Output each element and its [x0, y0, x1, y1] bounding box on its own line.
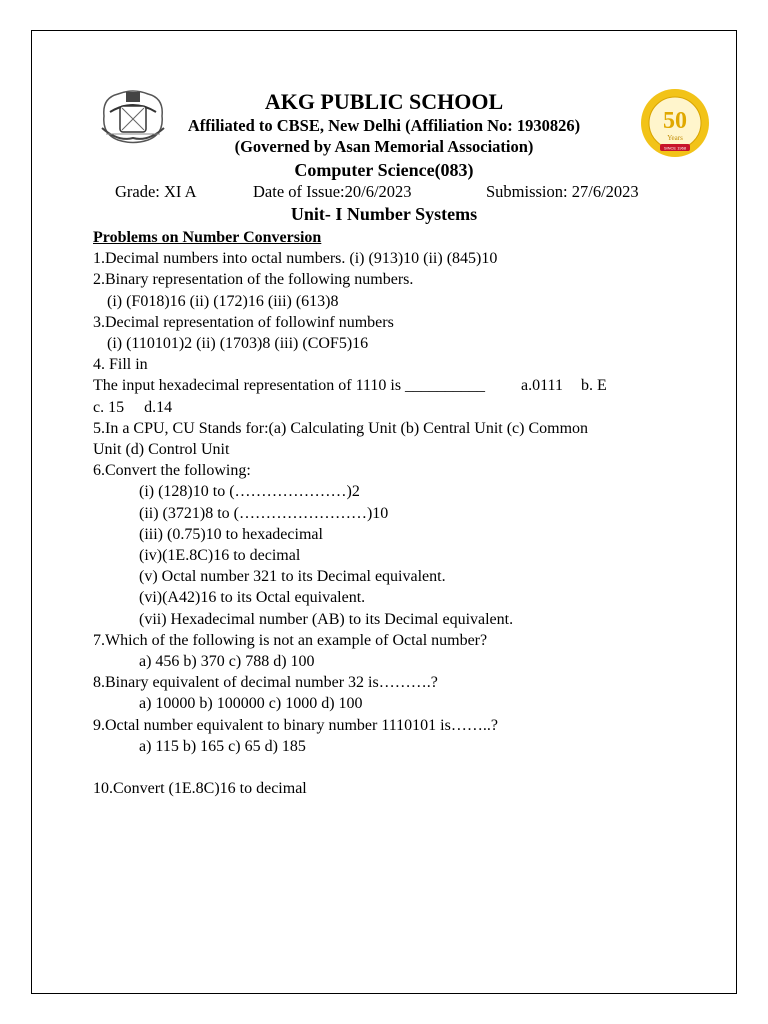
question-3-parts: (i) (110101)2 (ii) (1703)8 (iii) (COF5)16 — [107, 335, 369, 353]
question-8: 8.Binary equivalent of decimal number 32 is……….? — [93, 674, 438, 692]
question-5-line-2: Unit (d) Control Unit — [93, 441, 230, 459]
question-10: 10.Convert (1E.8C)16 to decimal — [93, 780, 307, 798]
question-7: 7.Which of the following is not an example of Octal number? — [93, 631, 488, 649]
question-5-line-1: 5.In a CPU, CU Stands for:(a) Calculating Unit (b) Central Unit (c) Common — [93, 419, 589, 437]
date-of-issue: Date of Issue:20/6/2023 — [253, 182, 412, 201]
question-3: 3.Decimal representation of followinf numbers — [93, 313, 394, 331]
grade-label: Grade: XI A — [115, 182, 197, 201]
question-6-item: (iii) (0.75)10 to hexadecimal — [139, 525, 323, 543]
badge-since: SINCE 1968 — [663, 145, 687, 151]
question-9-options: a) 115 b) 165 c) 65 d) 185 — [139, 737, 306, 755]
question-6: 6.Convert the following: — [93, 462, 251, 480]
badge-number: 50 — [663, 108, 687, 134]
question-4-text — [93, 375, 693, 396]
question-6-item: (v) Octal number 321 to its Decimal equivalent. — [139, 568, 446, 586]
question-4-statement: The input hexadecimal representation of 1110 is __________ — [93, 377, 486, 395]
section-heading: Problems on Number Conversion — [93, 229, 322, 246]
submission-date: Submission: 27/6/2023 — [486, 182, 639, 201]
question-6-item: (ii) (3721)8 to (……………………)10 — [139, 504, 389, 522]
affiliation-line: Affiliated to CBSE, New Delhi (Affiliation No: 1930826) — [187, 116, 581, 135]
question-2-parts: (i) (F018)16 (ii) (172)16 (iii) (613)8 — [107, 292, 339, 310]
question-6-item: (vii) Hexadecimal number (AB) to its Decimal equivalent. — [139, 610, 514, 628]
badge-word: Years — [667, 134, 683, 142]
blank-line — [93, 757, 693, 778]
question-2: 2.Binary representation of the following numbers. — [93, 271, 414, 289]
question-4-option-a: a.0111 — [521, 377, 563, 395]
question-6-item: (i) (128)10 to (…………………)2 — [139, 483, 360, 501]
subject-title: Computer Science(083) — [294, 160, 474, 180]
question-4-options-cd: c. 15 d.14 — [93, 398, 173, 416]
governed-by-line: (Governed by Asan Memorial Association) — [234, 137, 534, 156]
question-4: 4. Fill in — [93, 356, 148, 374]
question-7-options: a) 456 b) 370 c) 788 d) 100 — [139, 653, 315, 671]
school-name: AKG PUBLIC SCHOOL — [264, 89, 504, 114]
question-6-item: (vi)(A42)16 to its Octal equivalent. — [139, 589, 366, 607]
question-1: 1.Decimal numbers into octal numbers. (i) (913)10 (ii) (845)10 — [93, 250, 498, 268]
question-6-item: (iv)(1E.8C)16 to decimal — [139, 547, 301, 565]
question-8-options: a) 10000 b) 100000 c) 1000 d) 100 — [139, 695, 363, 713]
question-list — [93, 227, 693, 799]
unit-title: Unit- I Number Systems — [290, 204, 478, 224]
question-9: 9.Octal number equivalent to binary number 1110101 is……..? — [93, 716, 498, 734]
question-4-option-b: b. E — [580, 377, 607, 395]
